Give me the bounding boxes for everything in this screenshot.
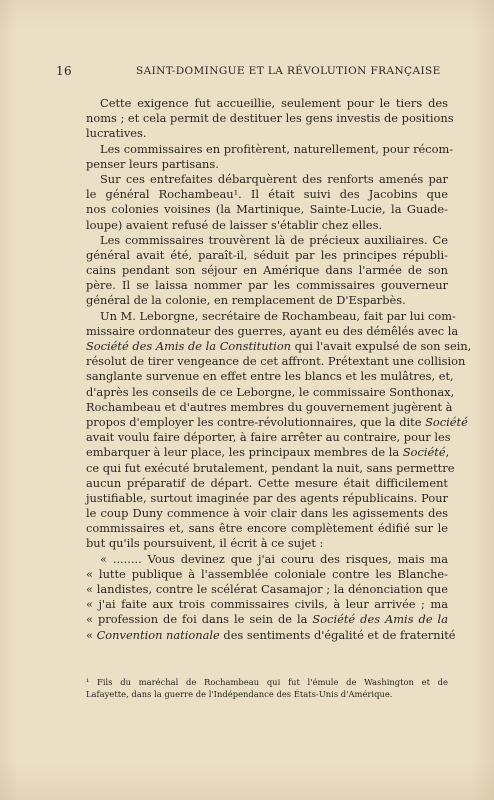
text-line: commissaires et, sans être encore complètement édifié sur le [86, 521, 448, 536]
italic-phrase: Société [425, 414, 468, 429]
text-line: général de la colonie, en remplacement de D'Esparbès. [86, 293, 406, 308]
text-line: « j'ai faite aux trois commissaires civils, à leur arrivée ; ma [86, 597, 448, 612]
text-line: Sur ces entrefaites débarquèrent des renforts amenés par [100, 171, 448, 186]
text-line: « ........ Vous devinez que j'ai couru des risques, mais ma [100, 551, 448, 566]
page-header [56, 64, 454, 80]
text-line: Les commissaires trouvèrent là de précieux auxiliaires. Ce [100, 232, 448, 247]
text-line: résolut de tirer vengeance de cet affront. Prétextant une collision [86, 354, 466, 369]
italic-phrase: Société des Amis de la [312, 612, 448, 627]
page-number: 16 [56, 64, 73, 78]
text-line-with-italic: Société des Amis de la Constitution qui l'avait expulsé de son sein, [86, 339, 472, 353]
text-line: noms ; et cela permit de destituer les gens investis de positions [86, 111, 454, 126]
text-line: lucratives. [86, 126, 147, 141]
text-line-with-italic: « profession de foi dans le sein de la Société des Amis de la [86, 612, 448, 627]
italic-phrase: Convention nationale [96, 627, 220, 642]
footnote [86, 676, 448, 700]
footnote-line: Lafayette, dans la guerre de l'Indépendance des États-Unis d'Amérique. [86, 689, 393, 699]
text-line: but qu'ils poursuivent, il écrit à ce sujet : [86, 536, 324, 551]
footnote-line: ¹ Fils du maréchal de Rochambeau qui fut l'émule de Washington et de [86, 677, 448, 687]
text-line: Cette exigence fut accueillie, seulement pour le tiers des [100, 96, 448, 110]
text-line: « landistes, contre le scélérat Casamajor ; la dénonciation que [86, 582, 448, 596]
text-line: loupe) avaient refusé de laisser s'établir chez elles. [86, 217, 383, 232]
text-line: « lutte publique à l'assemblée coloniale contre les Blanche- [86, 566, 448, 581]
text-line: missaire ordonnateur des guerres, ayant eu des démêlés avec la [86, 323, 459, 338]
text-line: nos colonies voisines (la Martinique, Sainte-Lucie, la Guade- [86, 202, 448, 217]
text-line: d'après les conseils de ce Leborgne, le commissaire Sonthonax, [86, 384, 455, 399]
text-line: avait voulu faire déporter, à faire arrêter au contraire, pour les [86, 430, 451, 445]
running-title: SAINT-DOMINGUE ET LA RÉVOLUTION FRANÇAISE [136, 65, 441, 77]
text-line-with-italic: embarquer à leur place, les principaux membres de la Société, [86, 445, 450, 460]
text-line: père. Il se laissa nommer par les commissaires gouverneur [86, 278, 448, 293]
italic-phrase: Société des Amis de la Constitution [86, 339, 292, 353]
text-line: aucun préparatif de départ. Cette mesure était difficilement [86, 475, 448, 490]
text-line: justifiable, surtout imaginée par des agents républicains. Pour [86, 490, 448, 505]
text-line: général avait été, paraît-il, séduit par les principes républi- [86, 247, 448, 262]
text-line: le coup Duny commence à voir clair dans les agissements des [86, 506, 448, 521]
text-line: Les commissaires en profitèrent, naturellement, pour récom- [100, 141, 454, 156]
body-text [86, 96, 472, 643]
text-line: ce qui fut exécuté brutalement, pendant la nuit, sans permettre [86, 460, 455, 475]
text-line: penser leurs partisans. [86, 156, 219, 171]
text-line: Un M. Leborgne, secrétaire de Rochambeau, fait par lui com- [100, 308, 456, 323]
text-line: sanglante survenue en effet entre les blancs et les mulâtres, et, [86, 369, 454, 384]
text-line-with-italic: propos d'employer les contre-révolutionnaires, que la dite Société [86, 414, 468, 429]
text-line-with-italic: « Convention nationale des sentiments d'égalité et de fraternité [86, 627, 456, 642]
text-line: Rochambeau et d'autres membres du gouvernement jugèrent à [86, 399, 453, 414]
text-line: le général Rochambeau¹. Il était suivi des Jacobins que [86, 187, 448, 202]
text-line: cains pendant son séjour en Amérique dans l'armée de son [86, 263, 448, 278]
italic-phrase: Société [402, 445, 446, 460]
